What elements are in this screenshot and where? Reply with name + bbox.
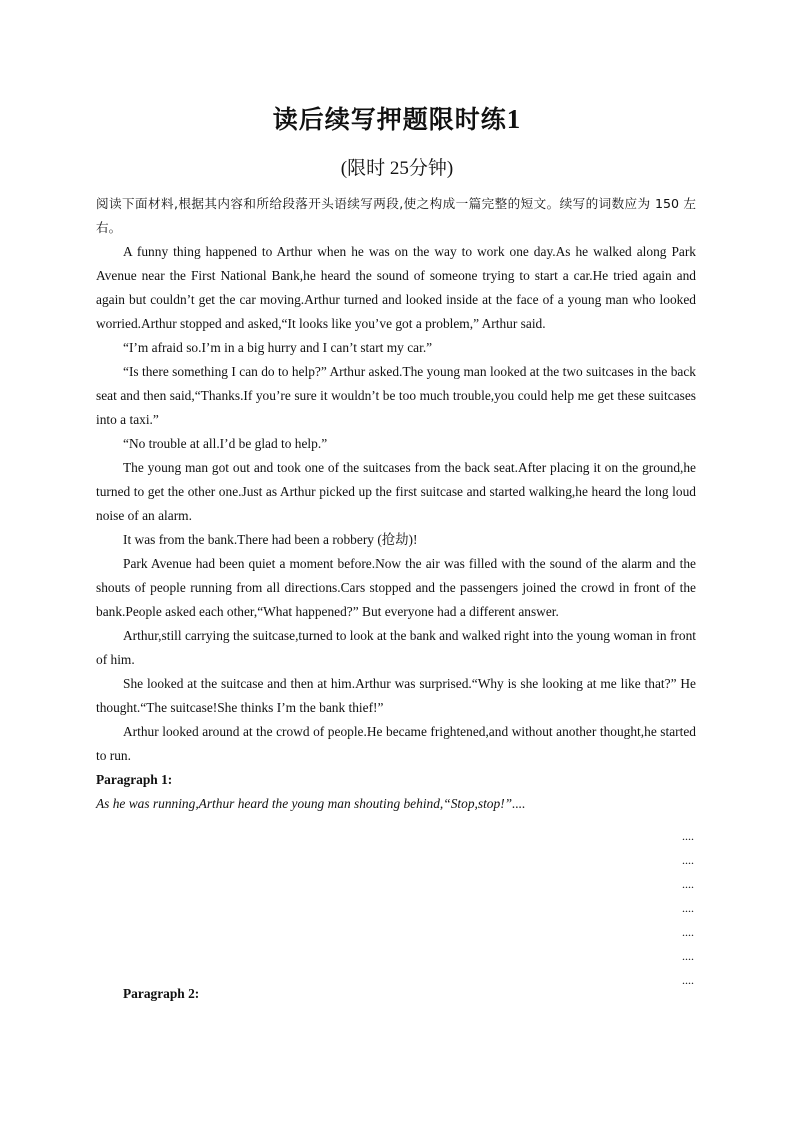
writing-line[interactable]: .... <box>682 973 694 987</box>
writing-line[interactable]: .... <box>682 829 694 843</box>
writing-line[interactable]: .... <box>682 877 694 891</box>
prompt-dots: .... <box>512 796 526 811</box>
paragraph-1-prompt <box>96 792 696 816</box>
passage-paragraph: “No trouble at all.I’d be glad to help.” <box>123 436 328 451</box>
time-limit-subtitle: (限时 25分钟) <box>340 158 454 179</box>
writing-line[interactable]: .... <box>682 949 694 963</box>
writing-line[interactable]: .... <box>682 853 694 867</box>
paragraph-2-label: Paragraph 2: <box>123 986 200 1001</box>
passage-paragraph: It was from the bank.There had been a robbery (抢劫)! <box>123 532 418 547</box>
passage-paragraph: Arthur looked around at the crowd of people.He became frightened,and without another thought,he started to run. <box>96 724 696 763</box>
passage-paragraph: Arthur,still carrying the suitcase,turned to look at the bank and walked right into the young woman in front of him. <box>96 628 696 667</box>
writing-line[interactable]: .... <box>682 901 694 915</box>
title-number: 1 <box>506 104 522 134</box>
title-text: 读后续写押题限时练 <box>272 105 507 134</box>
passage-paragraph: “I’m afraid so.I’m in a big hurry and I can’t start my car.” <box>123 340 433 355</box>
prompt-text: As he was running,Arthur heard the young man shouting behind,“Stop,stop!” <box>96 796 513 811</box>
passage-paragraph: Park Avenue had been quiet a moment before.Now the air was filled with the sound of the alarm and the shouts of people running from all directions.Cars stopped and the passengers joined the crowd in front of the bank.People asked each other,“What happened?” But everyone had a different answer. <box>96 556 696 619</box>
passage-paragraph: The young man got out and took one of the suitcases from the back seat.After placing it on the ground,he turned to get the other one.Just as Arthur picked up the first suitcase and started walking,he heard the long loud noise of an alarm. <box>96 460 696 523</box>
writing-lines <box>682 824 702 992</box>
reading-passage <box>96 192 696 816</box>
passage-paragraph: “Is there something I can do to help?” Arthur asked.The young man looked at the two suitcases in the back seat and then said,“Thanks.If you’re sure it wouldn’t be too much trouble,you could help me get these suitcases into a taxi.” <box>96 364 696 427</box>
instruction-text: 阅读下面材料,根据其内容和所给段落开头语续写两段,使之构成一篇完整的短文。续写的词数应为 150 左右。 <box>96 196 696 235</box>
writing-line[interactable]: .... <box>682 925 694 939</box>
page-title <box>0 100 794 136</box>
paragraph-1-label: Paragraph 1: <box>96 772 173 787</box>
passage-paragraph: A funny thing happened to Arthur when he was on the way to work one day.As he walked along Park Avenue near the First National Bank,he heard the sound of someone trying to start a car.He tried again and again but couldn’t get the car moving.Arthur turned and looked inside at the face of a young man who looked worried.Arthur stopped and asked,“It looks like you’ve got a problem,” Arthur said. <box>96 244 696 331</box>
passage-paragraph: She looked at the suitcase and then at him.Arthur was surprised.“Why is she looking at me like that?” He thought.“The suitcase!She thinks I’m the bank thief!” <box>96 676 696 715</box>
